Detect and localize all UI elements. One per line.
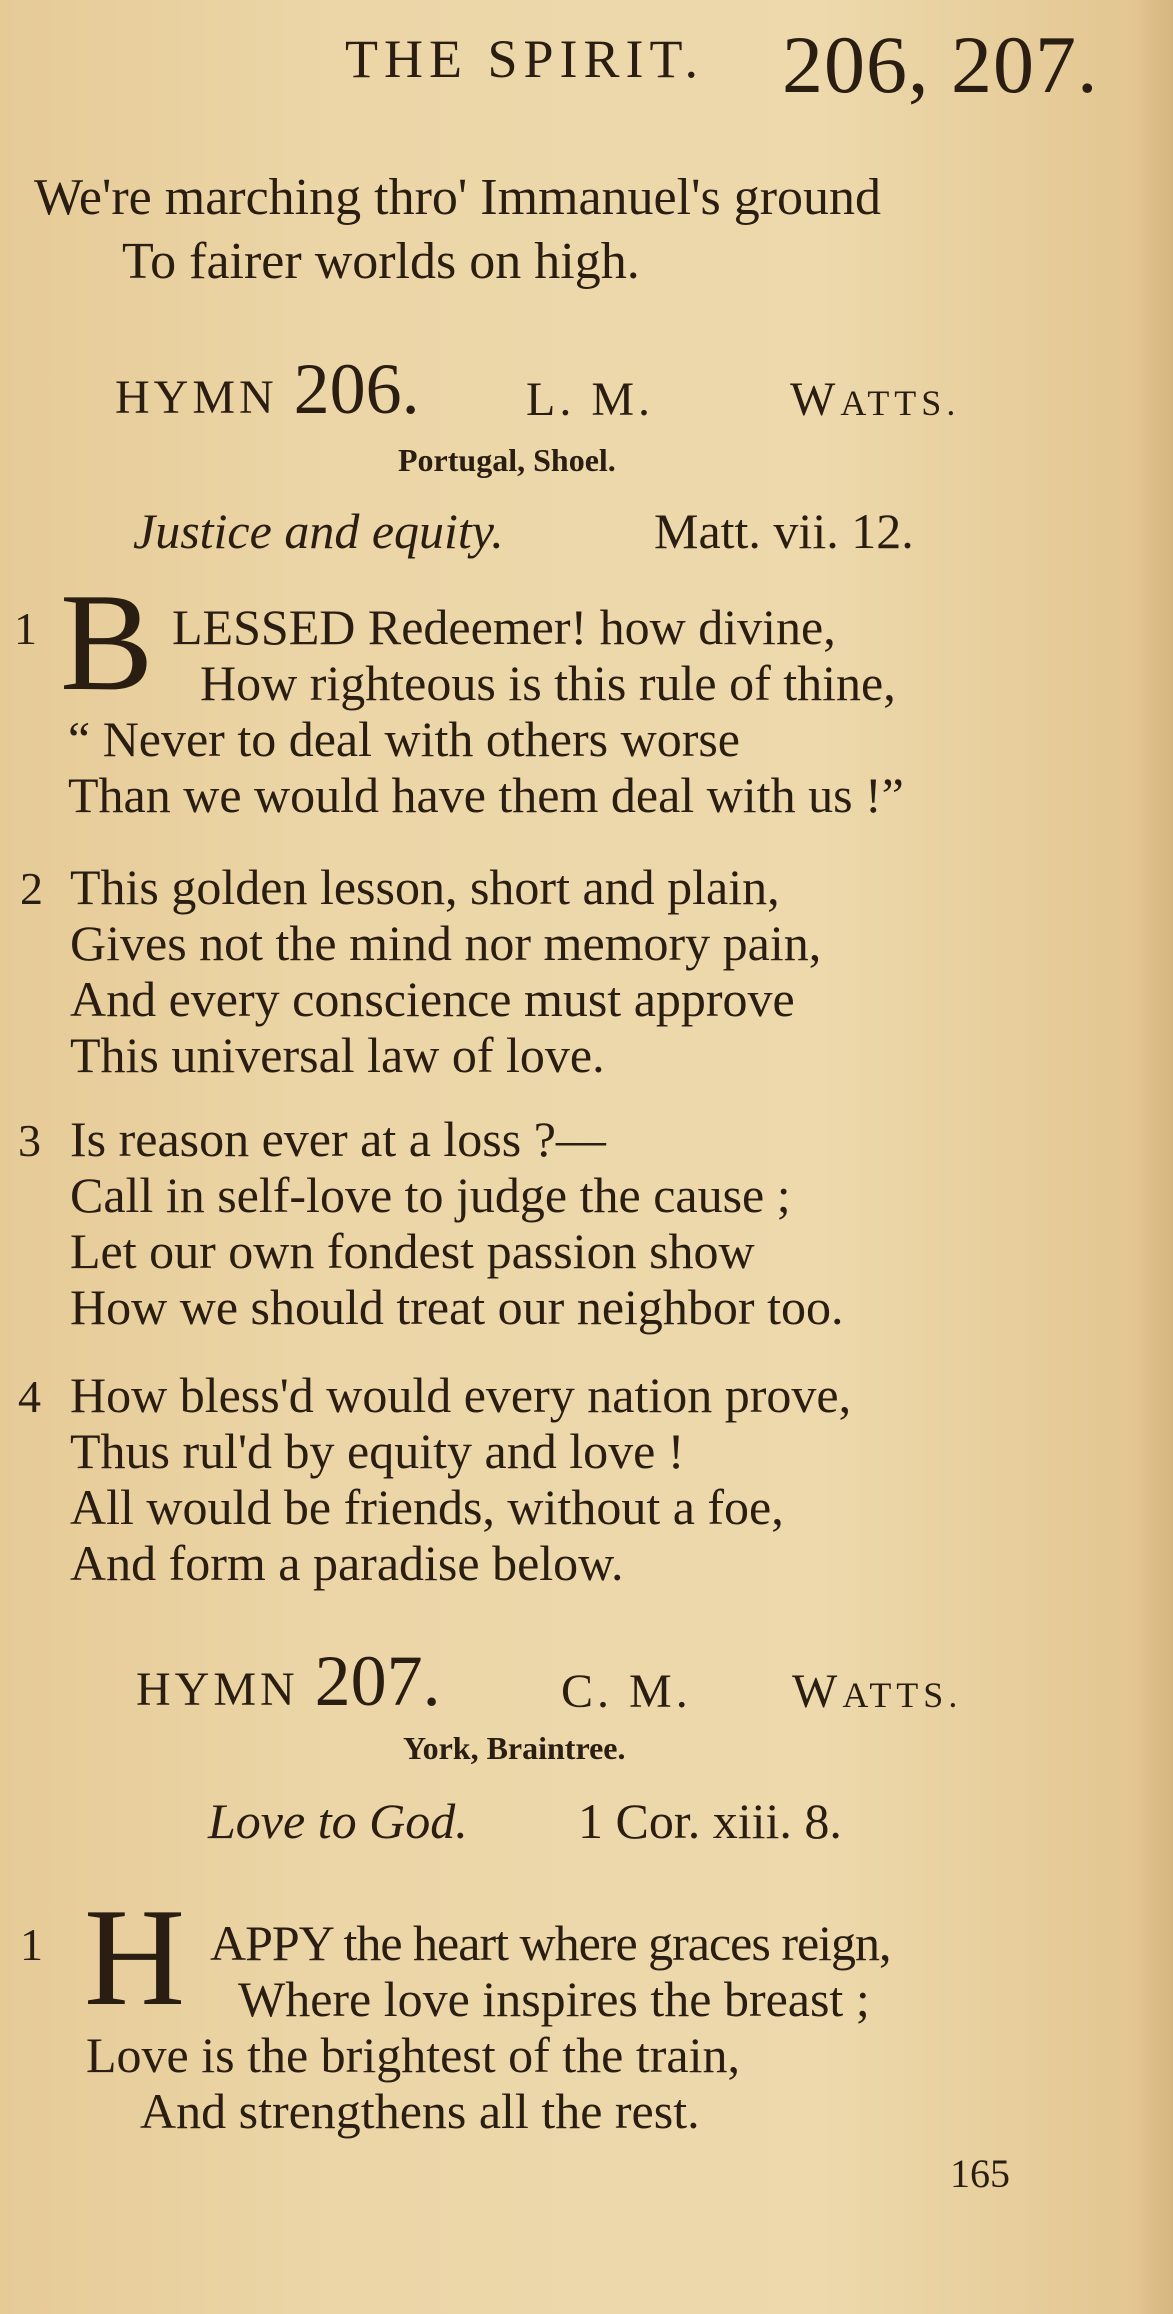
verse-line: Than we would have them deal with us !” [68,767,904,823]
verse-line: Call in self-love to judge the cause ; [70,1167,791,1223]
verse-line: LESSED Redeemer! how divine, [172,599,836,655]
verse-number: 1 [20,1919,43,1970]
verse-line: How we should treat our neighbor too. [70,1279,844,1335]
verse-line: How bless'd would every nation prove, [70,1367,852,1423]
hymn-206-subject: Justice and equity. [133,503,504,559]
verse-line: Love is the brightest of the train, [86,2027,741,2083]
verse-line: APPY the heart where graces reign, [210,1915,891,1971]
hymn-206-scripture: Matt. vii. 12. [654,503,914,559]
author-initial: W [792,1665,843,1718]
carry-over-line-1: We're marching thro' Immanuel's ground [34,169,882,226]
verse-number: 3 [18,1115,41,1166]
verse-line: Is reason ever at a loss ?— [70,1111,606,1167]
page-edge-shadow [1133,0,1173,2314]
verse-line: This universal law of love. [70,1027,605,1083]
hymn-number: 207. [314,1641,441,1721]
hymn-number: 206. [293,349,420,429]
header-hymn-numbers: 206, 207. [782,19,1099,110]
hymn-206-heading [115,348,420,431]
carry-over-line-2: To fairer worlds on high. [122,233,640,290]
hymn-207-heading [136,1640,441,1723]
hymn-207-tunes: York, Braintree. [403,1730,626,1766]
verse-number: 4 [18,1371,41,1422]
drop-cap: B [60,565,154,720]
hymn-206-author [790,372,960,427]
hymn-207-meter: C. M. [561,1665,692,1718]
verse-line: “ Never to deal with others worse [68,711,740,767]
drop-cap: H [84,1880,186,2035]
hymn-207-subject: Love to God. [208,1793,468,1849]
hymn-207-author [792,1664,962,1719]
verse-line: And strengthens all the rest. [140,2083,700,2139]
hymn-206-meter: L. M. [526,373,654,426]
hymn-207-scripture: 1 Cor. xiii. 8. [578,1793,842,1849]
hymn-206-tunes: Portugal, Shoel. [398,442,616,478]
verse-line: Thus rul'd by equity and love ! [70,1423,685,1479]
verse-line: Where love inspires the breast ; [238,1971,870,2027]
verse-line: This golden lesson, short and plain, [70,859,780,915]
verse-number: 2 [20,863,43,914]
verse-number: 1 [14,603,37,654]
author-rest: ATTS. [842,1675,963,1715]
verse-line: And form a paradise below. [70,1535,624,1591]
author-initial: W [790,373,841,426]
hymn-label: HYMN [115,371,278,424]
verse-line: Gives not the mind nor memory pain, [70,915,822,971]
author-rest: ATTS. [840,383,961,423]
verse-line: How righteous is this rule of thine, [200,655,896,711]
verse-line: And every conscience must approve [70,971,795,1027]
page-number: 165 [950,2151,1010,2196]
verse-line: Let our own fondest passion show [70,1223,755,1279]
hymn-label: HYMN [136,1663,299,1716]
running-title: THE SPIRIT. [345,29,704,89]
verse-line: All would be friends, without a foe, [70,1479,784,1535]
